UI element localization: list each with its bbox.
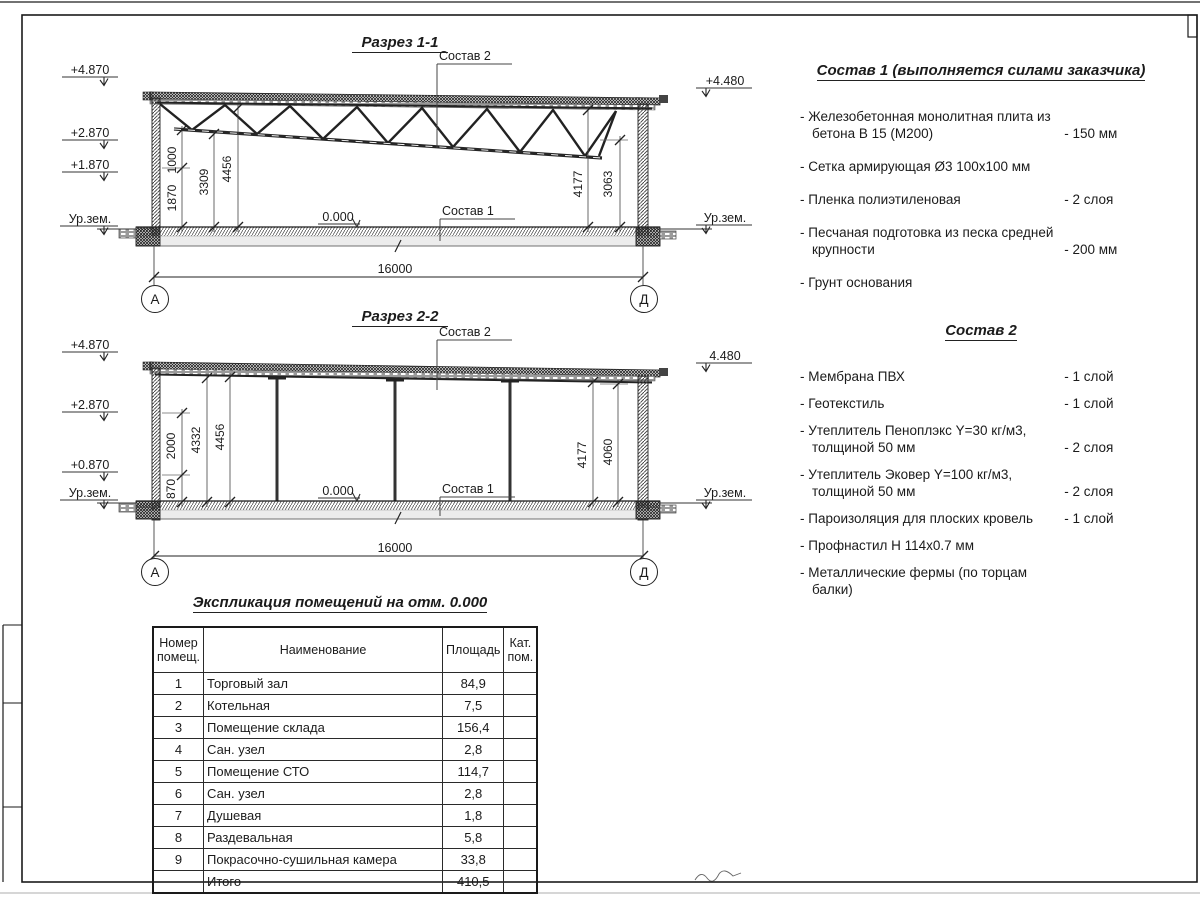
table-cell: 1,8 bbox=[443, 805, 504, 827]
dimension-label: 4456 bbox=[213, 423, 227, 451]
composition-item bbox=[800, 368, 1162, 385]
section-2-2-title: Разрез 2-2 bbox=[352, 308, 448, 327]
table-cell bbox=[504, 695, 537, 717]
composition-item bbox=[800, 422, 1162, 456]
ground-level-label: Ур.зем. bbox=[68, 486, 112, 500]
room-schedule-table bbox=[152, 626, 538, 894]
composition-item-value: - 2 слоя bbox=[1064, 440, 1114, 455]
elevation-label: +2.870 bbox=[70, 398, 110, 412]
table-cell: 7 bbox=[153, 805, 204, 827]
table-cell bbox=[504, 827, 537, 849]
signature-mark bbox=[695, 871, 741, 881]
composition-item-name: - Пленка полиэтиленовая bbox=[800, 192, 961, 207]
composition-item bbox=[800, 191, 1162, 208]
composition-item-value: - 2 слоя bbox=[1064, 192, 1114, 207]
dimension-label: 4177 bbox=[571, 170, 585, 198]
table-cell: 114,7 bbox=[443, 761, 504, 783]
axis-circle-a: А bbox=[141, 558, 169, 586]
sostav-1-leader-label: Состав 1 bbox=[442, 482, 494, 496]
table-row bbox=[153, 695, 537, 717]
composition-item bbox=[800, 108, 1162, 142]
zero-level-label: 0.000 bbox=[322, 484, 354, 498]
table-row bbox=[153, 827, 537, 849]
table-row bbox=[153, 673, 537, 695]
composition-item-name: - Грунт основания bbox=[800, 275, 913, 290]
table-row bbox=[153, 849, 537, 871]
table-header-cell: Номер помещ. bbox=[153, 627, 204, 673]
composition-2-list bbox=[800, 368, 1162, 608]
table-row bbox=[153, 739, 537, 761]
table-cell: 410,5 bbox=[443, 871, 504, 894]
table-cell: 9 bbox=[153, 849, 204, 871]
table-header-row bbox=[153, 627, 537, 673]
table-cell bbox=[504, 805, 537, 827]
composition-1-title: Состав 1 (выполняется силами заказчика) bbox=[816, 62, 1146, 79]
table-row bbox=[153, 761, 537, 783]
composition-item-value: - 1 слой bbox=[1064, 511, 1114, 526]
table-header-cell: Наименование bbox=[204, 627, 443, 673]
composition-item bbox=[800, 537, 1162, 554]
dimension-label: 4060 bbox=[601, 438, 615, 466]
composition-item bbox=[800, 395, 1162, 412]
table-cell: Сан. узел bbox=[204, 739, 443, 761]
elevation-label: +4.870 bbox=[70, 338, 110, 352]
table-cell: Торговый зал bbox=[204, 673, 443, 695]
dimension-label: 2000 bbox=[164, 432, 178, 460]
composition-item-value: - 2 слоя bbox=[1064, 484, 1114, 499]
composition-item-name: - Пароизоляция для плоских кровель bbox=[800, 511, 1034, 526]
dimension-label: 4456 bbox=[220, 155, 234, 183]
composition-item-name: - Сетка армирующая Ø3 100х100 мм bbox=[800, 159, 1031, 174]
composition-item-value: - 200 мм bbox=[1064, 242, 1118, 257]
table-row bbox=[153, 717, 537, 739]
dimension-label: 4332 bbox=[189, 426, 203, 454]
ground-level-label: Ур.зем. bbox=[703, 211, 747, 225]
table-cell: 2 bbox=[153, 695, 204, 717]
composition-1-list bbox=[800, 108, 1162, 307]
table-cell: 6 bbox=[153, 783, 204, 805]
table-cell: Душевая bbox=[204, 805, 443, 827]
table-cell: Помещение СТО bbox=[204, 761, 443, 783]
composition-item bbox=[800, 510, 1162, 527]
table-cell: 1 bbox=[153, 673, 204, 695]
table-cell bbox=[504, 717, 537, 739]
table-cell bbox=[504, 739, 537, 761]
section-1-1-title: Разрез 1-1 bbox=[352, 34, 448, 53]
table-cell bbox=[504, 783, 537, 805]
elevation-label: +0.870 bbox=[70, 458, 110, 472]
dimension-label: 1870 bbox=[165, 184, 179, 212]
table-cell bbox=[153, 871, 204, 894]
composition-item-name: - Профнастил Н 114х0.7 мм bbox=[800, 538, 974, 553]
dimension-label: 870 bbox=[164, 478, 178, 500]
table-cell: 4 bbox=[153, 739, 204, 761]
table-header-cell: Кат. пом. bbox=[504, 627, 537, 673]
table-cell bbox=[504, 871, 537, 894]
composition-item-name: - Железобетонная монолитная плита из бетона В 15 (М200) bbox=[800, 109, 1051, 141]
table-cell: Помещение склада bbox=[204, 717, 443, 739]
composition-item bbox=[800, 274, 1162, 291]
table-row bbox=[153, 783, 537, 805]
table-cell bbox=[504, 673, 537, 695]
elevation-label: +1.870 bbox=[70, 158, 110, 172]
composition-item bbox=[800, 466, 1162, 500]
table-cell: Котельная bbox=[204, 695, 443, 717]
table-cell: 3 bbox=[153, 717, 204, 739]
composition-item-name: - Металлические фермы (по торцам балки) bbox=[800, 565, 1028, 597]
table-cell: 5,8 bbox=[443, 827, 504, 849]
dimension-label: 4177 bbox=[575, 441, 589, 469]
table-cell bbox=[504, 761, 537, 783]
composition-item bbox=[800, 158, 1162, 175]
composition-2-title: Состав 2 bbox=[945, 322, 1017, 339]
table-cell bbox=[504, 849, 537, 871]
dimension-label: 3309 bbox=[197, 168, 211, 196]
axis-circle-d: Д bbox=[630, 558, 658, 586]
composition-item-name: - Геотекстиль bbox=[800, 396, 885, 411]
dimension-label: 1000 bbox=[165, 146, 179, 174]
table-cell: Итого bbox=[204, 871, 443, 894]
span-dimension-label: 16000 bbox=[377, 541, 413, 555]
elevation-label: +4.870 bbox=[70, 63, 110, 77]
sostav-2-leader-label: Состав 2 bbox=[439, 325, 491, 339]
table-cell: 84,9 bbox=[443, 673, 504, 695]
composition-item bbox=[800, 564, 1162, 598]
composition-item-name: - Песчаная подготовка из песка средней крупности bbox=[800, 225, 1054, 257]
composition-item-value: - 1 слой bbox=[1064, 396, 1114, 411]
table-cell: Покрасочно-сушильная камера bbox=[204, 849, 443, 871]
table-cell: Раздевальная bbox=[204, 827, 443, 849]
table-row bbox=[153, 805, 537, 827]
section-1-1-linework bbox=[60, 64, 752, 285]
dimension-label: 3063 bbox=[601, 170, 615, 198]
table-cell: 33,8 bbox=[443, 849, 504, 871]
table-cell: 156,4 bbox=[443, 717, 504, 739]
axis-circle-d: Д bbox=[630, 285, 658, 313]
table-cell: 7,5 bbox=[443, 695, 504, 717]
elevation-label: +4.480 bbox=[705, 74, 745, 88]
sostav-1-leader-label: Состав 1 bbox=[442, 204, 494, 218]
span-dimension-label: 16000 bbox=[377, 262, 413, 276]
table-cell: 2,8 bbox=[443, 783, 504, 805]
table-cell: 8 bbox=[153, 827, 204, 849]
sostav-2-leader-label: Состав 2 bbox=[439, 49, 491, 63]
composition-item-name: - Утеплитель Эковер Y=100 кг/м3, толщиной 50 мм bbox=[800, 467, 1013, 499]
composition-item-value: - 1 слой bbox=[1064, 369, 1114, 384]
table-header-cell: Площадь bbox=[443, 627, 504, 673]
elevation-label: +2.870 bbox=[70, 126, 110, 140]
composition-item-name: - Утеплитель Пеноплэкс Y=30 кг/м3, толщиной 50 мм bbox=[800, 423, 1027, 455]
room-schedule-title: Экспликация помещений на отм. 0.000 bbox=[192, 594, 488, 611]
ground-level-label: Ур.зем. bbox=[703, 486, 747, 500]
axis-circle-a: А bbox=[141, 285, 169, 313]
zero-level-label: 0.000 bbox=[322, 210, 354, 224]
table-total-row bbox=[153, 871, 537, 894]
elevation-label: 4.480 bbox=[709, 349, 741, 363]
table-cell: 2,8 bbox=[443, 739, 504, 761]
table-cell: 5 bbox=[153, 761, 204, 783]
table-cell: Сан. узел bbox=[204, 783, 443, 805]
composition-item-value: - 150 мм bbox=[1064, 126, 1118, 141]
composition-item bbox=[800, 224, 1162, 258]
ground-level-label: Ур.зем. bbox=[68, 212, 112, 226]
composition-item-name: - Мембрана ПВХ bbox=[800, 369, 905, 384]
